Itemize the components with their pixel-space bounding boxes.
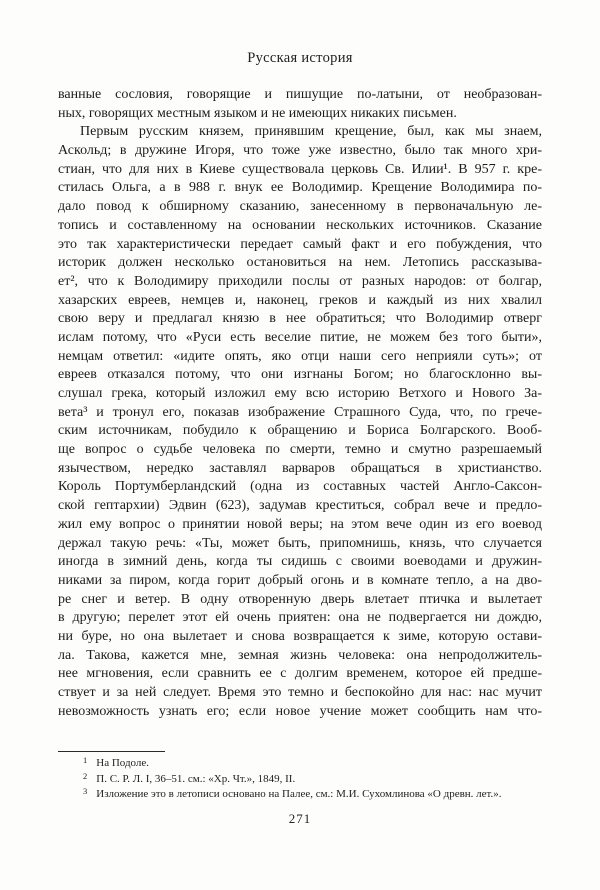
text-line: невозможность узнать его; если новое учение может сообщить нам что-: [58, 703, 542, 719]
text-line: топись и составленному на основании нескольких источников. Сказание: [58, 217, 542, 233]
footnote: [58, 756, 546, 772]
text-line: стиан, что для них в Киеве существовала церковь Св. Илии¹. В 957 г. кре-: [58, 161, 542, 177]
text-line: иногда в зимний день, когда ты сидишь с своими воеводами и дружин-: [58, 554, 542, 570]
text-line: нее мгновения, если сравнить ее с долгим временем, которое ей предше-: [58, 666, 542, 682]
text-line: никами за пиром, когда горит добрый огонь и в комнате тепло, а на дво-: [58, 572, 542, 588]
footnote-text: На Подоле.: [96, 757, 150, 769]
page-number: 271: [288, 811, 312, 826]
footnote-separator: [58, 751, 165, 752]
text-line: Аскольд; в дружине Игоря, что тоже уже известно, было так много хри-: [58, 143, 542, 159]
footnote-text: Изложение это в летописи основано на Палее, см.: М.И. Сухомлинова «О древн. лет.».: [96, 788, 502, 801]
text-line: ни буре, но она вылетает и снова возвращается к зиме, которую остави-: [58, 628, 542, 644]
text-line: Первым русским князем, принявшим крещение, был, как мы знаем,: [80, 124, 542, 140]
text-line: ще вопрос о судьбе человека по смерти, темно и смутно разрешаемый: [58, 442, 542, 458]
text-line: ской гептархии) Эдвин (623), задумав креститься, собрал вече и предло-: [58, 498, 542, 514]
footnote: [58, 787, 546, 803]
text-line: вета³ и тронул его, показав изображение Страшного Суда, что, по грече-: [58, 404, 542, 420]
text-line: ванные сословия, говорящие и пишущие по-латыни, от необразован-: [58, 87, 542, 102]
text-line: хазарских евреев, немцев и, наконец, греков и каждый из них хвалил: [58, 292, 542, 308]
text-line: язычеством, нередко заставлял варваров обращаться в христианство.: [58, 460, 542, 476]
text-line: ислам потому, что «Руси есть веселие питие, не можем без того быти»,: [58, 329, 542, 345]
text-line: евреев отказался потому, что они изгнаны Богом; но благосклонно вы-: [58, 367, 542, 383]
text-line: свою веру и предлагал князю в нее обратиться; что Володимир отверг: [58, 311, 542, 327]
text-line: ским источникам, побудило к обращению и Бориса Болгарского. Вооб-: [58, 423, 542, 439]
text-line: слушал грека, который изложил ему всю историю Ветхого и Нового За-: [58, 386, 542, 401]
footnote: [58, 772, 546, 788]
text-line: держал такую речь: «Ты, может быть, припомнишь, князь, что случается: [58, 535, 542, 551]
text-line: ет², что к Володимиру приходили послы от разных народов: от болгар,: [58, 273, 542, 289]
text-line: ре снег и ветер. В одну отворенную дверь влетает птичка и вылетает: [58, 591, 542, 607]
text-line: ла. Такова, кажется мне, земная жизнь человека: она непродолжитель-: [58, 647, 542, 663]
running-header: Русская история: [247, 50, 353, 66]
text-line: жил ему вопрос о принятии новой веры; на этом вече один из его воевод: [58, 516, 542, 532]
text-line: ных, говорящих местным языком и не имеющих никаких письмен.: [58, 105, 457, 121]
text-line: дало повод к обширному сказанию, занесенному в первоначальную ле-: [58, 199, 542, 215]
footnote-marker: 1: [83, 756, 88, 765]
footnote-marker: 2: [83, 771, 88, 781]
text-line: историк должен несколько остановиться на нем. Летопись рассказыва-: [58, 255, 542, 271]
text-line: Король Портумберландский (одна из составных частей Англо-Саксон-: [58, 479, 542, 495]
text-line: в другую; перелет этот ей очень приятен: она не подвергается ни дождю,: [58, 610, 542, 626]
body-text: [58, 86, 542, 721]
text-line: стилась Ольга, а в 988 г. внук ее Володимир. Крещение Володимира по-: [58, 180, 542, 196]
footnotes: [58, 756, 546, 803]
footnote-marker: 3: [83, 787, 88, 797]
text-line: ствует и за ней следует. Время это темно и беспокойно для нас: нас мучит: [58, 685, 542, 700]
text-line: это так характеристически передает самый факт и его побуждения, что: [58, 236, 542, 252]
text-line: немцам ответил: «идите опять, яко отци наши сего неприяли суть»; от: [58, 348, 542, 364]
footnote-text: П. С. Р. Л. I, 36–51. см.: «Хр. Чт.», 1849, II.: [96, 772, 296, 785]
